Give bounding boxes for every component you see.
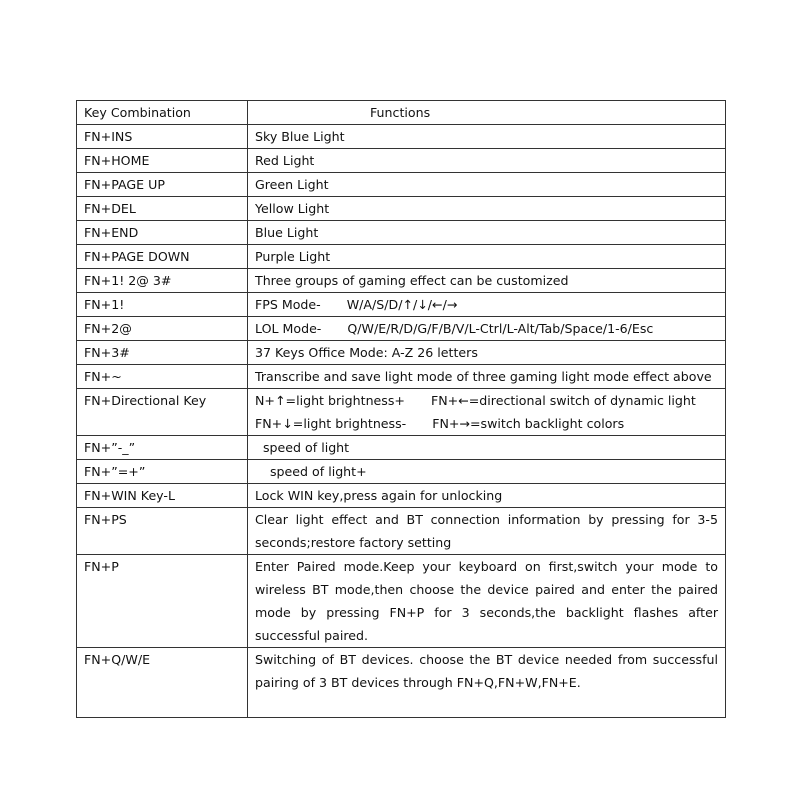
key-cell: FN+Q/W/E xyxy=(77,648,248,718)
function-cell: Clear light effect and BT connection information by pressing for 3-5 seconds;restore factory setting xyxy=(248,508,726,555)
table-row xyxy=(77,555,726,648)
table-row xyxy=(77,173,726,197)
key-cell: FN+”-_” xyxy=(77,436,248,460)
table-row xyxy=(77,149,726,173)
table-row xyxy=(77,221,726,245)
brightness-down-text: FN+↓=light brightness- xyxy=(255,416,407,431)
function-cell: speed of light xyxy=(248,436,726,460)
function-cell: Transcribe and save light mode of three gaming light mode effect above xyxy=(248,365,726,389)
function-cell: speed of light+ xyxy=(248,460,726,484)
table-row xyxy=(77,436,726,460)
key-cell: FN+2@ xyxy=(77,317,248,341)
mode-label: LOL Mode- xyxy=(255,321,322,336)
function-cell: 37 Keys Office Mode: A-Z 26 letters xyxy=(248,341,726,365)
header-functions: Functions xyxy=(248,101,726,125)
function-line xyxy=(255,412,718,435)
key-combination-table xyxy=(76,100,726,718)
key-cell: FN+Directional Key xyxy=(77,389,248,436)
key-cell: FN+3# xyxy=(77,341,248,365)
key-cell: FN+PAGE DOWN xyxy=(77,245,248,269)
table-row xyxy=(77,484,726,508)
brightness-up-text: N+↑=light brightness+ xyxy=(255,393,405,408)
key-cell: FN+DEL xyxy=(77,197,248,221)
function-cell: Sky Blue Light xyxy=(248,125,726,149)
table-row xyxy=(77,648,726,718)
table-row xyxy=(77,269,726,293)
table-row xyxy=(77,125,726,149)
table-row xyxy=(77,508,726,555)
mode-label: FPS Mode- xyxy=(255,297,321,312)
function-cell: Green Light xyxy=(248,173,726,197)
key-cell: FN+END xyxy=(77,221,248,245)
function-cell xyxy=(248,317,726,341)
function-cell: Three groups of gaming effect can be customized xyxy=(248,269,726,293)
key-cell: FN+WIN Key-L xyxy=(77,484,248,508)
function-cell: Purple Light xyxy=(248,245,726,269)
header-key-combination: Key Combination xyxy=(77,101,248,125)
key-cell: FN+P xyxy=(77,555,248,648)
function-cell: Enter Paired mode.Keep your keyboard on first,switch your mode to wireless BT mode,then choose the device paired and enter the paired mode by pressing FN+P for 3 seconds,the backlight flashes after successful paired. xyxy=(248,555,726,648)
function-cell: Switching of BT devices. choose the BT device needed from successful pairing of 3 BT devices through FN+Q,FN+W,FN+E. xyxy=(248,648,726,718)
function-cell: Blue Light xyxy=(248,221,726,245)
table-row xyxy=(77,245,726,269)
table-header-row xyxy=(77,101,726,125)
function-cell xyxy=(248,389,726,436)
table-row xyxy=(77,365,726,389)
key-cell: FN+HOME xyxy=(77,149,248,173)
table-row xyxy=(77,460,726,484)
key-cell: FN+”=+” xyxy=(77,460,248,484)
mode-keys: Q/W/E/R/D/G/F/B/V/L-Ctrl/L-Alt/Tab/Space/1-6/Esc xyxy=(347,321,654,336)
function-cell: Red Light xyxy=(248,149,726,173)
direction-switch-text: FN+←=directional switch of dynamic light xyxy=(430,393,696,408)
key-cell: FN+PAGE UP xyxy=(77,173,248,197)
table-row xyxy=(77,341,726,365)
table-row xyxy=(77,389,726,436)
key-cell: FN+PS xyxy=(77,508,248,555)
function-cell: Lock WIN key,press again for unlocking xyxy=(248,484,726,508)
mode-keys: W/A/S/D/↑/↓/←/→ xyxy=(346,297,458,312)
table-row xyxy=(77,293,726,317)
color-switch-text: FN+→=switch backlight colors xyxy=(432,416,625,431)
key-cell: FN+1! xyxy=(77,293,248,317)
table-row xyxy=(77,197,726,221)
function-line xyxy=(255,389,718,412)
key-cell: FN+1! 2@ 3# xyxy=(77,269,248,293)
table-row xyxy=(77,317,726,341)
function-cell: Yellow Light xyxy=(248,197,726,221)
key-cell: FN+~ xyxy=(77,365,248,389)
key-cell: FN+INS xyxy=(77,125,248,149)
function-cell xyxy=(248,293,726,317)
